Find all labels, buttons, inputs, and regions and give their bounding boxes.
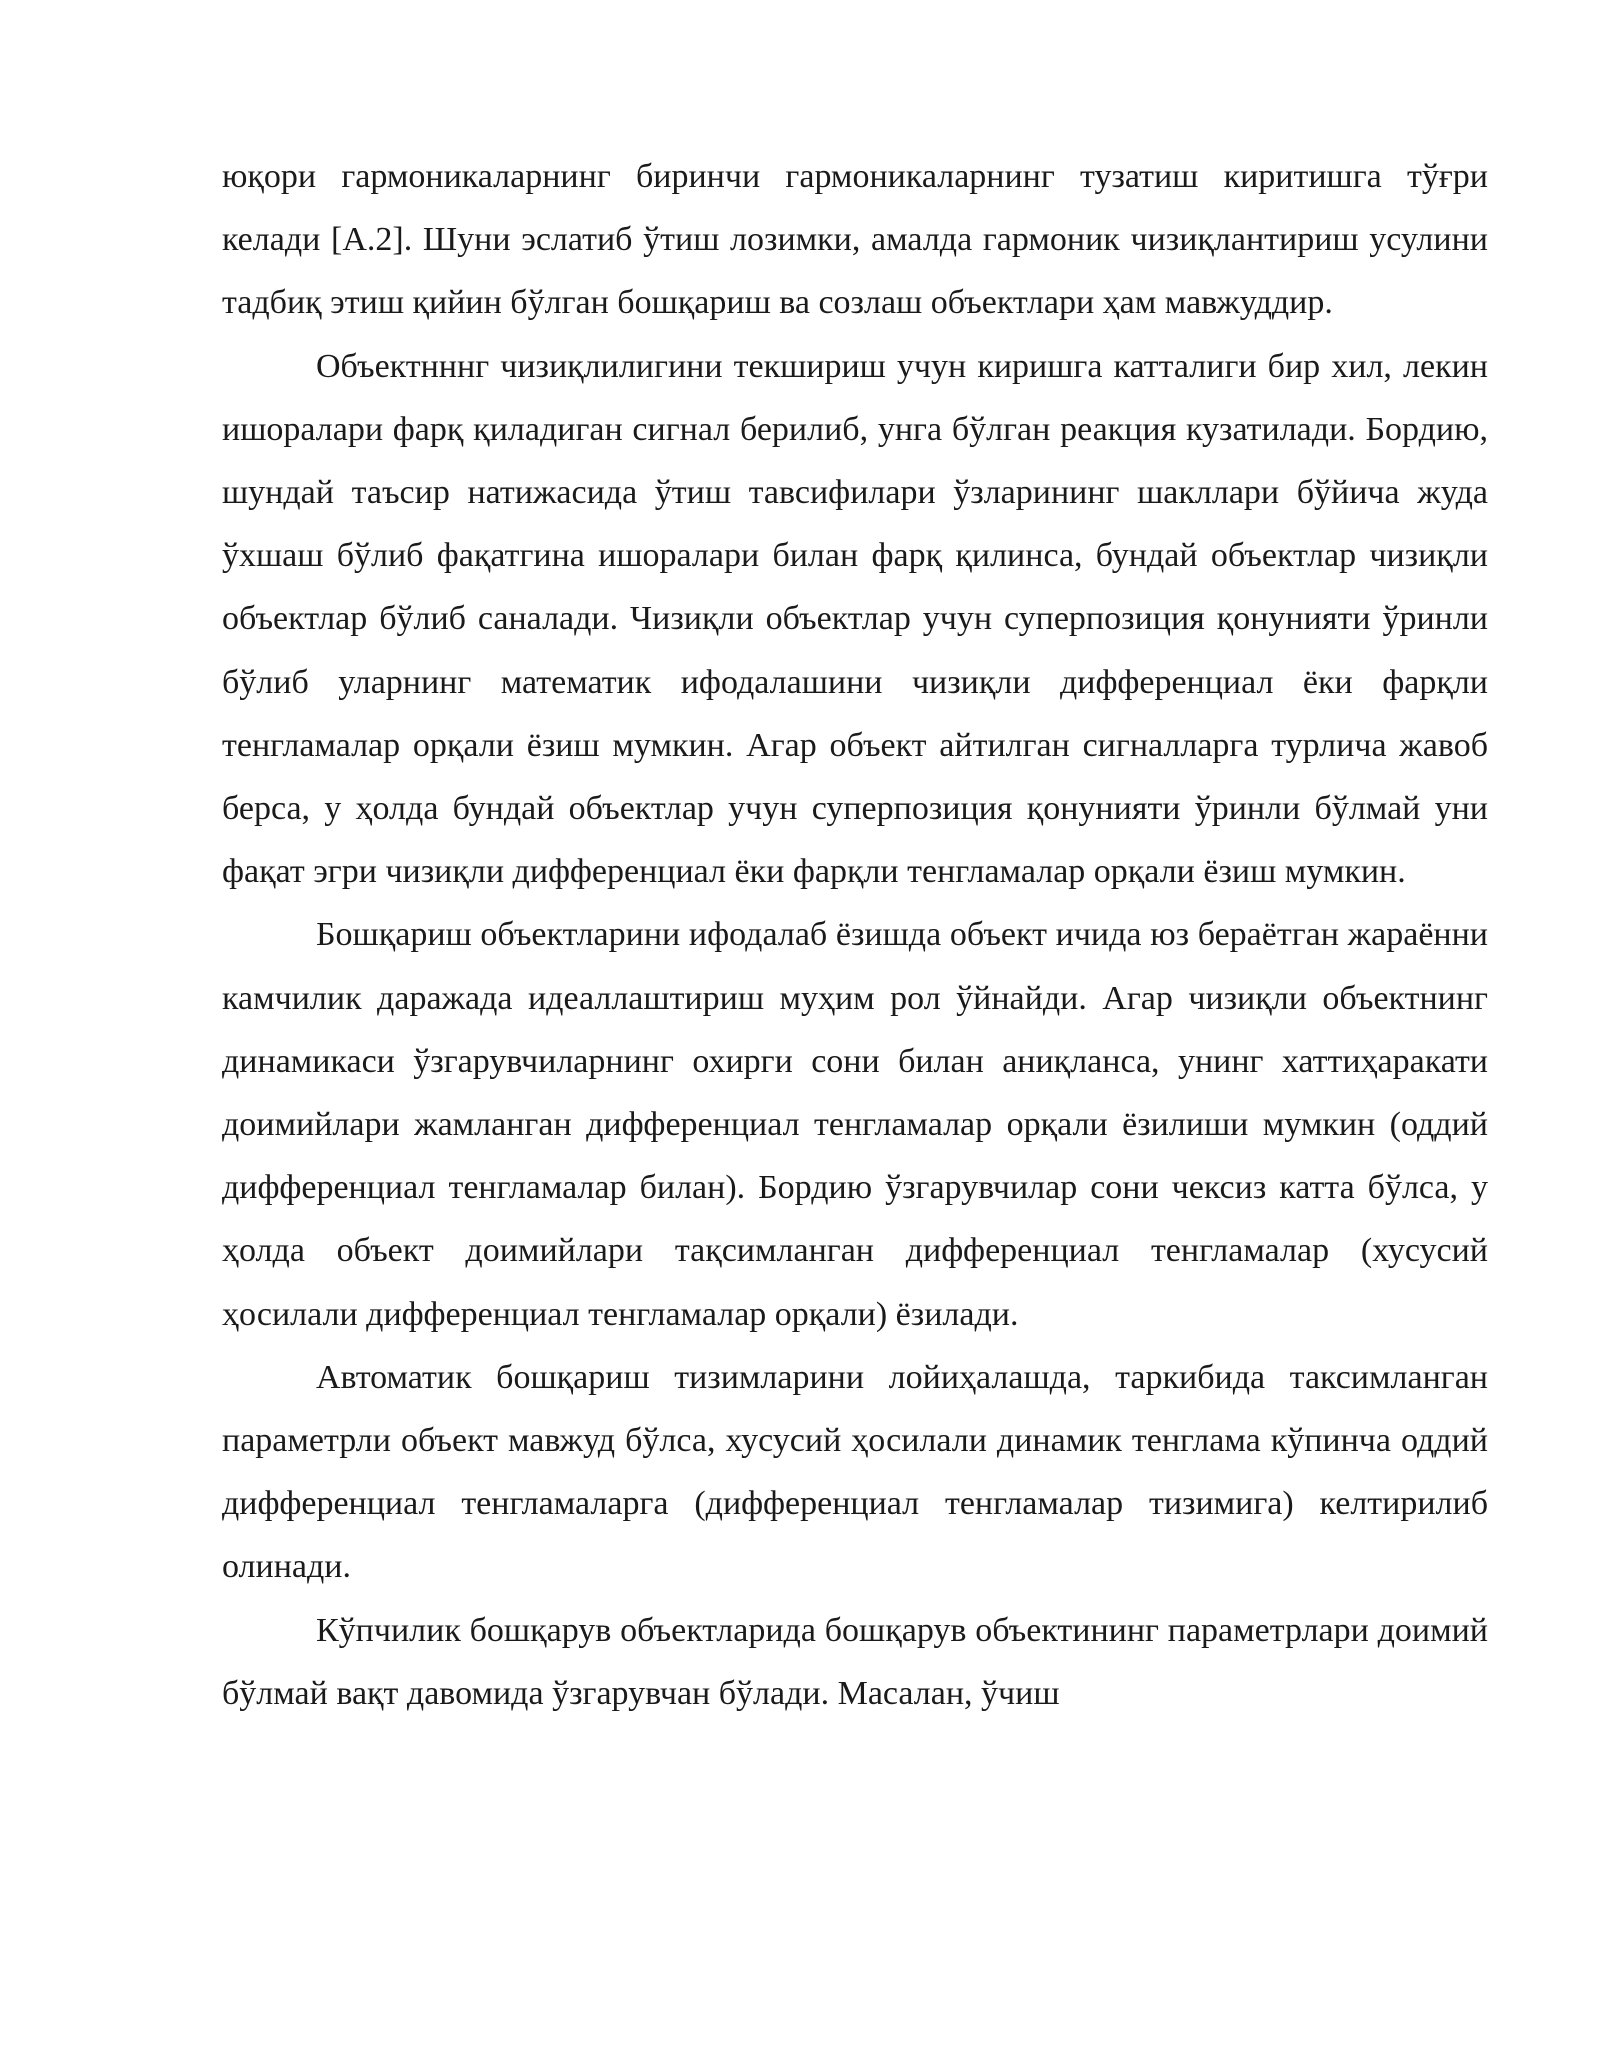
paragraph-linearity-check: Объектнннг чизиқлилигини текшириш учун киришга катталиги бир хил, лекин ишоралари фарқ қиладиган сигнал берилиб, унга бўлган реакция кузатилади. Бордию, шундай таъсир натижасида ўтиш тавсифилари ўзларининг шакллари бўйича жуда ўхшаш бўлиб фақатгина ишоралари билан фарқ қилинса, бундай объектлар чизиқли объектлар бўлиб саналади. Чизиқли объектлар учун суперпозиция қонунияти ўринли бўлиб уларнинг математик ифодалашини чизиқли дифференциал ёки фарқли тенгламалар орқали ёзиш мумкин. Агар объект айтилган сигналларга турлича жавоб берса, у ҳолда бундай объектлар учун суперпозиция қонунияти ўринли бўлмай уни фақат эгри чизиқли дифференциал ёки фарқли тенгламалар орқали ёзиш мумкин. (222, 347, 1488, 891)
paragraph-continuation: юқори гармоникаларнинг биринчи гармоникаларнинг тузатиш киритишга тўғри келади [А.2]. Шуни эслатиб ўтиш лозимки, амалда гармоник чизиқлантириш усулини тадбиқ этиш қийин бўлган бошқариш ва созлаш объектлари ҳам мавжуддир. (222, 158, 1488, 322)
body-text (222, 145, 1488, 1725)
paragraph-idealization: Бошқариш объектларини ифодалаб ёзишда объект ичида юз бераётган жараённи камчилик даражада идеаллаштириш муҳим рол ўйнайди. Агар чизиқли объектнинг динамикаси ўзгарувчиларнинг охирги сони билан аниқланса, унинг хаттиҳаракати доимийлари жамланган дифференциал тенгламалар орқали ёзилиши мумкин (оддий дифференциал тенгламалар билан). Бордию ўзгарувчилар сони чексиз катта бўлса, у ҳолда объект доимийлари тақсимланган дифференциал тенгламалар (хусусий ҳосилали дифференциал тенгламалар орқали) ёзилади. (222, 916, 1488, 1333)
paragraph-distributed-parameters: Автоматик бошқариш тизимларини лойиҳалашда, таркибида таксимланган параметрли объект мавжуд бўлса, хусусий ҳосилали динамик тенглама кўпинча оддий дифференциал тенгламаларга (дифференциал тенгламалар тизимига) келтирилиб олинади. (222, 1358, 1488, 1586)
paragraph-variable-parameters: Кўпчилик бошқарув объектларида бошқарув объектининг параметрлари доимий бўлмай вақт давомида ўзгарувчан бўлади. Масалан, ўчиш (222, 1611, 1488, 1712)
